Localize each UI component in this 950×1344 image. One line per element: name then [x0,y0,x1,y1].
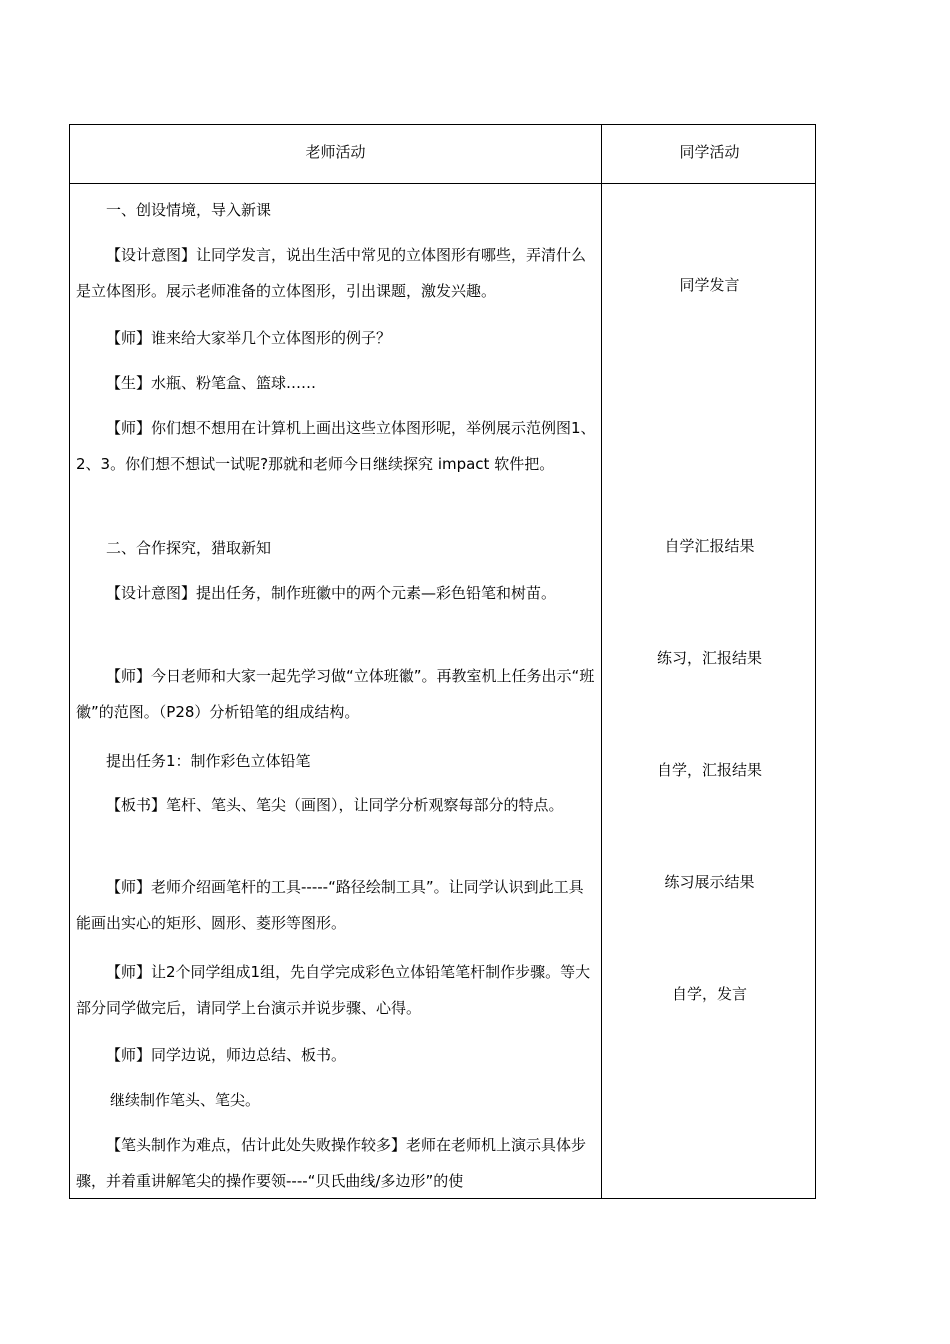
teacher-paragraph: 【师】让2个同学组成1组，先自学完成彩色立体铅笔笔杆制作步骤。等大部分同学做完后，请同学上台演示并说步骤、心得。 [76,963,591,1017]
teacher-paragraph: 【师】今日老师和大家一起先学习做“立体班徽”。再教室机上任务出示“班徽”的范图。（P28）分析铅笔的组成结构。 [76,667,595,721]
teacher-paragraph: 提出任务1：制作彩色立体铅笔 [106,752,311,770]
teacher-paragraph: 【生】水瓶、粉笔盒、篮球…… [106,374,317,392]
student-activity-column [602,184,816,1198]
teacher-activity-column [70,184,601,1198]
teacher-paragraph: 二、合作探究，猎取新知 [106,539,272,557]
student-activity-header: 同学活动 [679,143,740,161]
teacher-activity-header: 老师活动 [305,143,366,161]
student-activity-item: 自学汇报结果 [664,537,755,555]
teacher-paragraph: 【板书】笔杆、笔头、笔尖（画图），让同学分析观察每部分的特点。 [106,796,564,814]
student-activity-item: 练习展示结果 [664,873,755,891]
teacher-paragraph: 一、创设情境，导入新课 [106,201,272,219]
teacher-paragraph: 【设计意图】提出任务，制作班徽中的两个元素—彩色铅笔和树苗。 [106,584,557,602]
teacher-paragraph: 【笔头制作为难点，估计此处失败操作较多】老师在老师机上演示具体步骤，并着重讲解笔尖的操作要领----“贝氏曲线/多边形”的使 [76,1136,587,1190]
student-activity-item: 同学发言 [679,276,740,294]
student-activity-item: 自学，发言 [671,985,747,1003]
teacher-paragraph: 继续制作笔头、笔尖。 [110,1091,261,1109]
student-activity-item: 自学，汇报结果 [656,761,762,779]
teacher-paragraph: 【师】老师介绍画笔杆的工具-----“路径绘制工具”。让同学认识到此工具能画出实心的矩形、圆形、菱形等图形。 [76,878,584,932]
teacher-paragraph: 【师】同学边说，师边总结、板书。 [106,1046,347,1064]
teacher-paragraph: 【师】谁来给大家举几个立体图形的例子？ [106,329,392,347]
lesson-table [69,124,816,1199]
teacher-paragraph: 【师】你们想不想用在计算机上画出这些立体图形呢，举例展示范例图1、2、3。你们想不想试一试呢?那就和老师今日继续探究 impact 软件把。 [76,419,596,473]
teacher-paragraph: 【设计意图】让同学发言，说出生活中常见的立体图形有哪些，弄清什么是立体图形。展示老师准备的立体图形，引出课题，激发兴趣。 [76,246,587,300]
student-activity-item: 练习，汇报结果 [656,649,762,667]
